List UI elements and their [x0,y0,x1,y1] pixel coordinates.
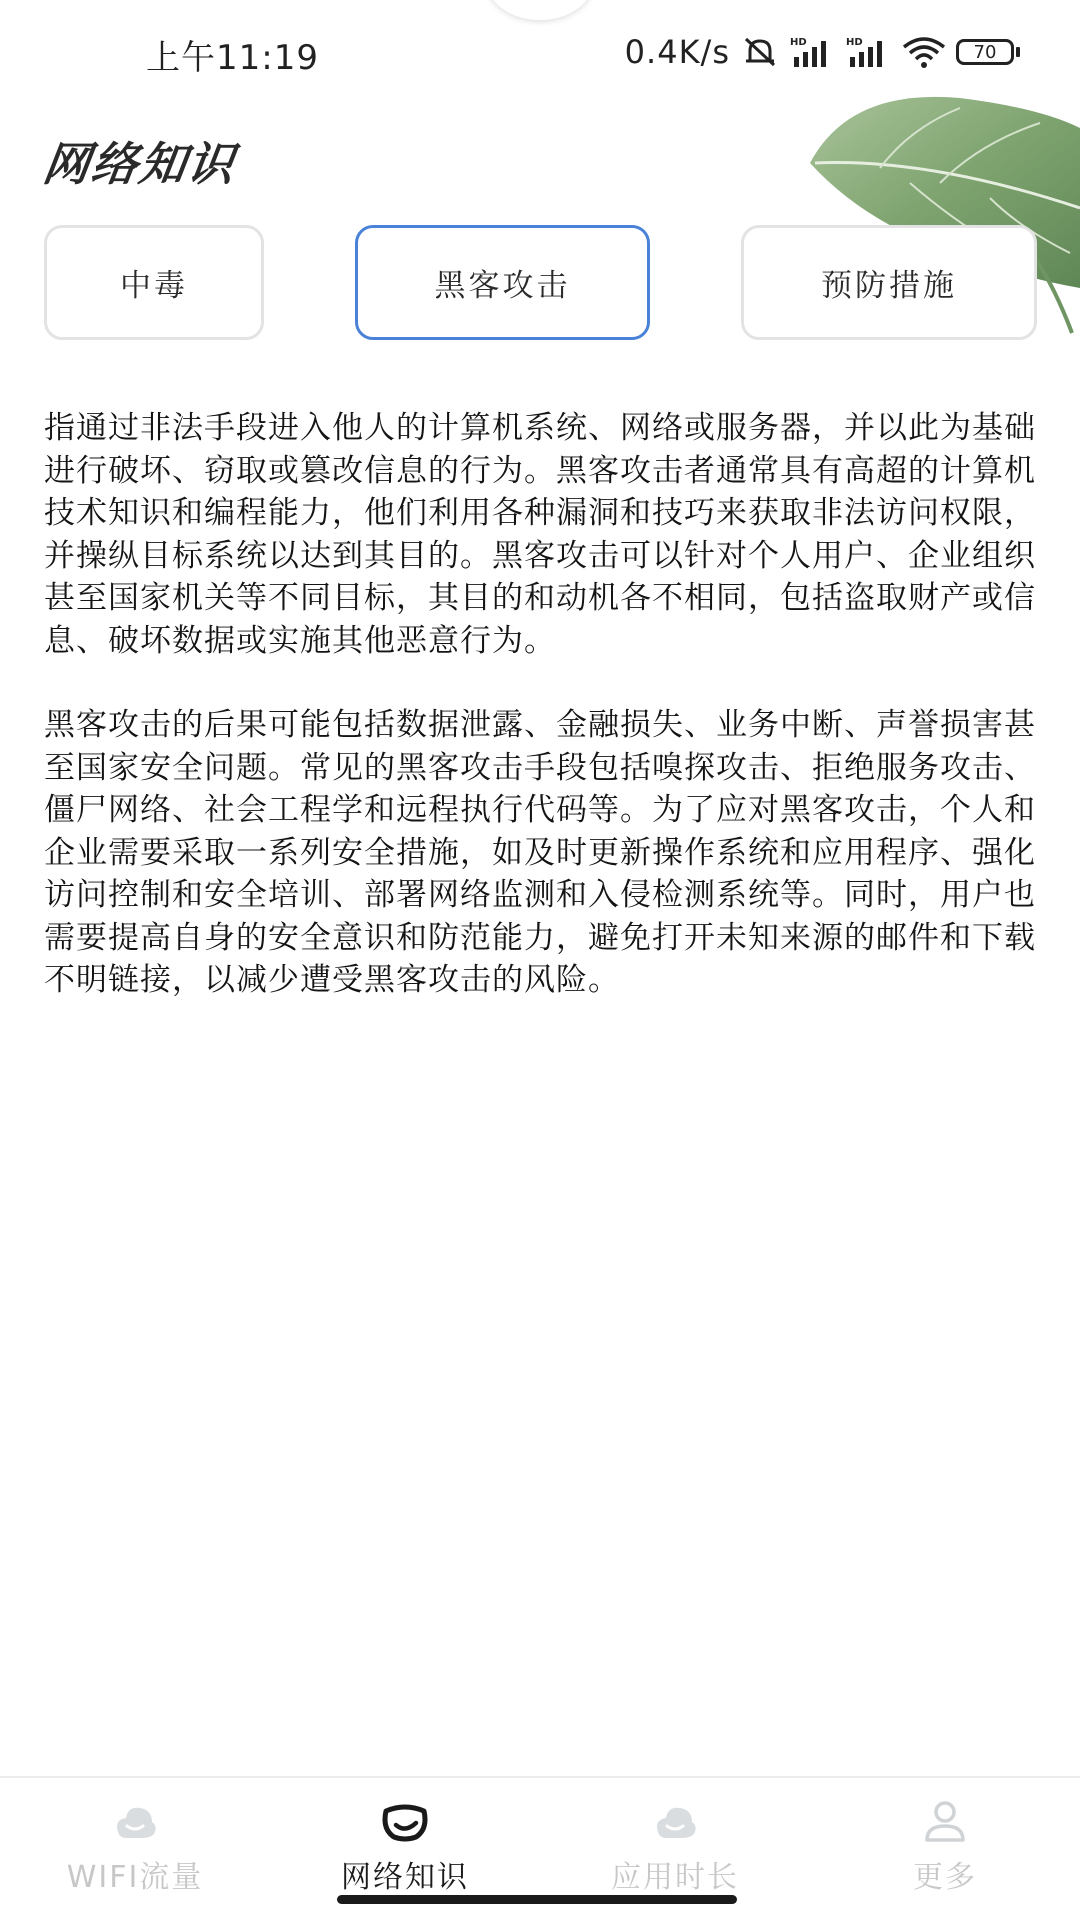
nav-label: 应用时长 [611,1860,739,1895]
article-paragraph: 指通过非法手段进入他人的计算机系统、网络或服务器，并以此为基础进行破坏、窃取或篡改信息的行为。黑客攻击者通常具有高超的计算机技术知识和编程能力，他们利用各种漏洞和技巧来获取非法访问权限，并操纵目标系统以达到其目的。黑客攻击可以针对个人用户、企业组织甚至国家机关等不同目标，其目的和动机各不相同，包括盗取财产或信息、破坏数据或实施其他恶意行为。 [44,410,1036,659]
cloud-icon [112,1798,158,1846]
nav-app-duration[interactable] [565,1798,785,1898]
tab-poisoning[interactable]: 中毒 [44,225,264,340]
article-paragraph: 黑客攻击的后果可能包括数据泄露、金融损失、业务中断、声誉损害甚至国家安全问题。常见的黑客攻击手段包括嗅探攻击、拒绝服务攻击、僵尸网络、社会工程学和远程执行代码等。为了应对黑客攻击，个人和企业需要采取一系列安全措施，如及时更新操作系统和应用程序、强化访问控制和安全培训、部署网络监测和入侵检测系统等。同时，用户也需要提高自身的安全意识和防范能力，避免打开未知来源的邮件和下载不明链接，以减少遭受黑客攻击的风险。 [44,707,1036,998]
nav-label: WIFI流量 [66,1860,204,1895]
cloud-icon [652,1798,698,1846]
status-icons [625,30,1020,74]
tab-hacker-attack[interactable]: 黑客攻击 [355,225,650,340]
page-title: 网络知识 [39,137,240,191]
nav-label: 更多 [913,1860,977,1895]
wifi-icon [902,35,946,69]
net-speed: 0.4K/s [624,33,730,71]
article-content [44,407,1044,1002]
nav-network-knowledge[interactable] [295,1798,515,1898]
signal-hd-label: HD [790,37,807,48]
person-icon [922,1798,968,1846]
nav-more[interactable] [835,1798,1055,1898]
mute-bell-icon [740,35,780,69]
tab-prevention[interactable]: 预防措施 [741,225,1037,340]
smile-cloud-icon [380,1798,430,1846]
signal-icon [790,35,836,69]
signal-hd-label: HD [846,37,863,48]
status-time: 上午11:19 [146,38,319,78]
battery-level: 70 [956,39,1014,65]
home-indicator[interactable] [337,1895,737,1904]
battery-icon [956,39,1020,65]
nav-label: 网络知识 [341,1860,469,1895]
signal-icon [846,35,892,69]
nav-wifi-traffic[interactable] [25,1798,245,1898]
